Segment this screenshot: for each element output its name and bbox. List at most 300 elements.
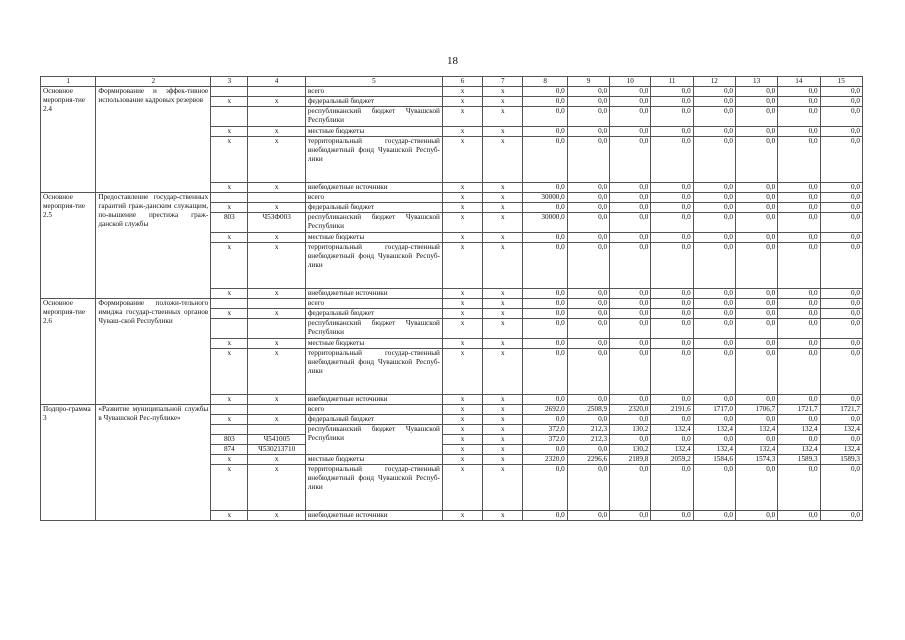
cell-value: 0,0 bbox=[820, 137, 862, 183]
table-body bbox=[41, 87, 863, 521]
cell-value: 0,0 bbox=[820, 511, 862, 521]
cell-value: 0,0 bbox=[523, 445, 567, 455]
cell-value: 132,4 bbox=[693, 425, 735, 435]
cell-grbs-code: x bbox=[211, 465, 248, 511]
cell-value: 132,4 bbox=[778, 425, 820, 435]
cell-value: 0,0 bbox=[693, 233, 735, 243]
cell-value: 0,0 bbox=[610, 137, 651, 183]
column-number-header: 3 bbox=[211, 77, 248, 87]
column-number-header: 13 bbox=[735, 77, 777, 87]
cell-value: 0,0 bbox=[610, 465, 651, 511]
cell-grbs-code bbox=[211, 425, 248, 435]
cell-gp-code: x bbox=[442, 97, 482, 107]
cell-value: 0,0 bbox=[610, 299, 651, 309]
cell-value: 0,0 bbox=[610, 289, 651, 299]
cell-status: Подпро-грамма 3 bbox=[41, 405, 96, 521]
cell-value: 0,0 bbox=[523, 339, 567, 349]
cell-value: 0,0 bbox=[778, 193, 820, 203]
cell-value: 0,0 bbox=[651, 137, 693, 183]
cell-gp-code: x bbox=[442, 415, 482, 425]
cell-value: 0,0 bbox=[820, 319, 862, 339]
cell-target-code: x bbox=[483, 349, 523, 395]
cell-csr-code bbox=[248, 87, 305, 97]
cell-target-code: x bbox=[483, 97, 523, 107]
cell-funding-source: республиканский бюджет Чувашской Республики bbox=[305, 425, 442, 455]
cell-gp-code: x bbox=[442, 349, 482, 395]
cell-value: 0,0 bbox=[820, 395, 862, 405]
cell-value: 2692,0 bbox=[523, 405, 567, 415]
cell-value: 0,0 bbox=[567, 193, 609, 203]
cell-value: 0,0 bbox=[820, 349, 862, 395]
cell-value: 0,0 bbox=[778, 395, 820, 405]
cell-value: 372,0 bbox=[523, 435, 567, 445]
cell-value: 0,0 bbox=[820, 339, 862, 349]
cell-value: 1584,6 bbox=[693, 455, 735, 465]
cell-gp-code: x bbox=[442, 465, 482, 511]
cell-value: 0,0 bbox=[735, 435, 777, 445]
cell-target-code: x bbox=[483, 319, 523, 339]
column-number-header: 12 bbox=[693, 77, 735, 87]
cell-value: 0,0 bbox=[735, 309, 777, 319]
cell-value: 0,0 bbox=[778, 309, 820, 319]
cell-value: 0,0 bbox=[693, 97, 735, 107]
cell-value: 0,0 bbox=[567, 107, 609, 127]
cell-value: 0,0 bbox=[610, 435, 651, 445]
cell-value: 0,0 bbox=[567, 319, 609, 339]
cell-value: 0,0 bbox=[523, 107, 567, 127]
cell-value: 1717,0 bbox=[693, 405, 735, 415]
cell-value: 0,0 bbox=[735, 213, 777, 233]
cell-value: 0,0 bbox=[567, 233, 609, 243]
cell-value: 0,0 bbox=[778, 183, 820, 193]
cell-gp-code: x bbox=[442, 213, 482, 233]
cell-funding-source: всего bbox=[305, 299, 442, 309]
cell-csr-code: x bbox=[248, 465, 305, 511]
cell-value: 0,0 bbox=[735, 243, 777, 289]
table-row bbox=[41, 193, 863, 203]
column-number-header: 11 bbox=[651, 77, 693, 87]
cell-gp-code: x bbox=[442, 309, 482, 319]
cell-grbs-code: 803 bbox=[211, 435, 248, 445]
cell-grbs-code bbox=[211, 319, 248, 339]
cell-value: 0,0 bbox=[778, 349, 820, 395]
cell-value: 0,0 bbox=[610, 203, 651, 213]
table-row bbox=[41, 405, 863, 415]
cell-value: 0,0 bbox=[778, 339, 820, 349]
cell-activity-name: Формирование положи-тельного имиджа государ-ственных органов Чуваш-ской Республики bbox=[96, 299, 211, 405]
cell-csr-code: x bbox=[248, 349, 305, 395]
cell-value: 0,0 bbox=[735, 349, 777, 395]
cell-csr-code bbox=[248, 193, 305, 203]
cell-value: 0,0 bbox=[820, 213, 862, 233]
cell-csr-code: x bbox=[248, 203, 305, 213]
cell-activity-name: Предоставление государ-ственных гарантий граж-данским служащим, по-вышение престижа граж-данской службы bbox=[96, 193, 211, 299]
cell-value: 0,0 bbox=[567, 127, 609, 137]
cell-value: 0,0 bbox=[651, 319, 693, 339]
cell-funding-source: местные бюджеты bbox=[305, 233, 442, 243]
cell-value: 0,0 bbox=[693, 203, 735, 213]
column-number-header: 2 bbox=[96, 77, 211, 87]
cell-value: 0,0 bbox=[651, 465, 693, 511]
cell-value: 0,0 bbox=[693, 137, 735, 183]
cell-value: 0,0 bbox=[610, 213, 651, 233]
cell-value: 132,4 bbox=[778, 445, 820, 455]
cell-value: 132,4 bbox=[651, 445, 693, 455]
cell-value: 0,0 bbox=[820, 203, 862, 213]
cell-value: 0,0 bbox=[778, 415, 820, 425]
cell-value: 0,0 bbox=[651, 511, 693, 521]
cell-grbs-code: x bbox=[211, 395, 248, 405]
cell-value: 0,0 bbox=[651, 349, 693, 395]
cell-value: 0,0 bbox=[693, 511, 735, 521]
cell-status: Основное мероприя-тие 2.5 bbox=[41, 193, 96, 299]
cell-csr-code: x bbox=[248, 97, 305, 107]
column-number-row bbox=[41, 77, 863, 87]
cell-value: 0,0 bbox=[610, 233, 651, 243]
cell-target-code: x bbox=[483, 395, 523, 405]
cell-value: 0,0 bbox=[651, 309, 693, 319]
cell-value: 2508,9 bbox=[567, 405, 609, 415]
cell-target-code: x bbox=[483, 405, 523, 415]
column-number-header: 4 bbox=[248, 77, 305, 87]
cell-value: 0,0 bbox=[820, 309, 862, 319]
cell-value: 30000,0 bbox=[523, 193, 567, 203]
cell-grbs-code: x bbox=[211, 233, 248, 243]
cell-value: 0,0 bbox=[735, 289, 777, 299]
cell-target-code: x bbox=[483, 203, 523, 213]
cell-value: 0,0 bbox=[735, 465, 777, 511]
cell-value: 0,0 bbox=[523, 309, 567, 319]
cell-value: 132,4 bbox=[735, 425, 777, 435]
cell-value: 0,0 bbox=[693, 299, 735, 309]
cell-value: 0,0 bbox=[820, 107, 862, 127]
cell-value: 0,0 bbox=[735, 233, 777, 243]
cell-csr-code: x bbox=[248, 243, 305, 289]
cell-value: 1721,7 bbox=[820, 405, 862, 415]
cell-value: 130,2 bbox=[610, 445, 651, 455]
cell-csr-code bbox=[248, 107, 305, 127]
cell-value: 0,0 bbox=[693, 415, 735, 425]
cell-target-code: x bbox=[483, 107, 523, 127]
column-number-header: 6 bbox=[442, 77, 482, 87]
cell-funding-source: территориальный государ-ственный внебюджетный фонд Чувашской Респуб-лики bbox=[305, 465, 442, 511]
cell-value: 0,0 bbox=[693, 243, 735, 289]
cell-value: 0,0 bbox=[735, 415, 777, 425]
cell-value: 0,0 bbox=[610, 309, 651, 319]
cell-csr-code: x bbox=[248, 309, 305, 319]
cell-activity-name: «Развитие муниципальной службы в Чувашской Рес-публике» bbox=[96, 405, 211, 521]
cell-funding-source: внебюджетные источники bbox=[305, 395, 442, 405]
cell-csr-code: x bbox=[248, 511, 305, 521]
cell-csr-code: x bbox=[248, 455, 305, 465]
cell-value: 0,0 bbox=[523, 183, 567, 193]
cell-status: Основное мероприя-тие 2.6 bbox=[41, 299, 96, 405]
cell-value: 0,0 bbox=[778, 465, 820, 511]
cell-gp-code: x bbox=[442, 233, 482, 243]
cell-funding-source: республиканский бюджет Чувашской Республики bbox=[305, 213, 442, 233]
cell-value: 0,0 bbox=[567, 299, 609, 309]
funding-table bbox=[40, 76, 863, 521]
cell-target-code: x bbox=[483, 213, 523, 233]
cell-csr-code bbox=[248, 319, 305, 339]
cell-value: 0,0 bbox=[651, 127, 693, 137]
cell-gp-code: x bbox=[442, 319, 482, 339]
column-number-header: 5 bbox=[305, 77, 442, 87]
column-number-header: 1 bbox=[41, 77, 96, 87]
cell-value: 0,0 bbox=[651, 339, 693, 349]
cell-value: 0,0 bbox=[567, 203, 609, 213]
cell-value: 0,0 bbox=[820, 435, 862, 445]
cell-target-code: x bbox=[483, 339, 523, 349]
cell-grbs-code: x bbox=[211, 137, 248, 183]
cell-csr-code: x bbox=[248, 415, 305, 425]
cell-value: 0,0 bbox=[778, 107, 820, 127]
cell-grbs-code bbox=[211, 107, 248, 127]
cell-grbs-code: x bbox=[211, 97, 248, 107]
cell-gp-code: x bbox=[442, 405, 482, 415]
cell-value: 0,0 bbox=[651, 299, 693, 309]
cell-value: 0,0 bbox=[567, 395, 609, 405]
cell-funding-source: внебюджетные источники bbox=[305, 183, 442, 193]
cell-grbs-code: 803 bbox=[211, 213, 248, 233]
cell-value: 0,0 bbox=[820, 87, 862, 97]
cell-target-code: x bbox=[483, 87, 523, 97]
cell-value: 0,0 bbox=[610, 395, 651, 405]
cell-target-code: x bbox=[483, 137, 523, 183]
cell-value: 0,0 bbox=[523, 233, 567, 243]
cell-value: 0,0 bbox=[523, 127, 567, 137]
cell-value: 0,0 bbox=[651, 289, 693, 299]
cell-gp-code: x bbox=[442, 137, 482, 183]
cell-grbs-code: 874 bbox=[211, 445, 248, 455]
cell-value: 0,0 bbox=[820, 127, 862, 137]
cell-value: 0,0 bbox=[567, 339, 609, 349]
cell-value: 0,0 bbox=[820, 97, 862, 107]
cell-gp-code: x bbox=[442, 435, 482, 445]
cell-value: 0,0 bbox=[610, 87, 651, 97]
cell-value: 2191,6 bbox=[651, 405, 693, 415]
cell-value: 0,0 bbox=[735, 203, 777, 213]
cell-value: 2320,0 bbox=[523, 455, 567, 465]
cell-gp-code: x bbox=[442, 339, 482, 349]
cell-value: 0,0 bbox=[778, 233, 820, 243]
cell-value: 0,0 bbox=[651, 193, 693, 203]
cell-value: 0,0 bbox=[523, 87, 567, 97]
cell-value: 0,0 bbox=[567, 349, 609, 395]
cell-value: 0,0 bbox=[778, 127, 820, 137]
cell-gp-code: x bbox=[442, 107, 482, 127]
cell-grbs-code: x bbox=[211, 339, 248, 349]
cell-value: 0,0 bbox=[735, 137, 777, 183]
cell-value: 0,0 bbox=[735, 299, 777, 309]
cell-value: 0,0 bbox=[735, 127, 777, 137]
cell-value: 0,0 bbox=[567, 183, 609, 193]
cell-value: 0,0 bbox=[610, 243, 651, 289]
column-number-header: 10 bbox=[610, 77, 651, 87]
cell-csr-code: Ч53Ф003 bbox=[248, 213, 305, 233]
cell-value: 0,0 bbox=[778, 289, 820, 299]
cell-value: 132,4 bbox=[693, 445, 735, 455]
cell-funding-source: всего bbox=[305, 405, 442, 415]
cell-grbs-code: x bbox=[211, 309, 248, 319]
cell-grbs-code: x bbox=[211, 203, 248, 213]
cell-value: 0,0 bbox=[610, 183, 651, 193]
cell-gp-code: x bbox=[442, 299, 482, 309]
cell-value: 372,0 bbox=[523, 425, 567, 435]
cell-value: 0,0 bbox=[651, 87, 693, 97]
column-number-header: 9 bbox=[567, 77, 609, 87]
cell-value: 0,0 bbox=[693, 349, 735, 395]
cell-value: 0,0 bbox=[523, 289, 567, 299]
cell-value: 0,0 bbox=[567, 511, 609, 521]
cell-value: 0,0 bbox=[693, 309, 735, 319]
cell-value: 0,0 bbox=[567, 445, 609, 455]
cell-grbs-code: x bbox=[211, 243, 248, 289]
cell-gp-code: x bbox=[442, 203, 482, 213]
cell-value: 0,0 bbox=[651, 107, 693, 127]
cell-value: 132,4 bbox=[735, 445, 777, 455]
cell-value: 0,0 bbox=[523, 465, 567, 511]
cell-gp-code: x bbox=[442, 395, 482, 405]
cell-value: 2296,6 bbox=[567, 455, 609, 465]
cell-activity-name: Формирование и эффек-тивное использование кадровых резервов bbox=[96, 87, 211, 193]
cell-value: 0,0 bbox=[735, 87, 777, 97]
cell-value: 0,0 bbox=[567, 137, 609, 183]
cell-value: 1574,3 bbox=[735, 455, 777, 465]
page-number: 18 bbox=[447, 55, 458, 67]
cell-csr-code: x bbox=[248, 127, 305, 137]
cell-gp-code: x bbox=[442, 183, 482, 193]
cell-value: 0,0 bbox=[735, 193, 777, 203]
cell-funding-source: территориальный государ-ственный внебюджетный фонд Чувашской Респуб-лики bbox=[305, 137, 442, 183]
cell-gp-code: x bbox=[442, 425, 482, 435]
cell-value: 0,0 bbox=[523, 395, 567, 405]
cell-value: 0,0 bbox=[820, 183, 862, 193]
cell-value: 132,4 bbox=[820, 425, 862, 435]
cell-value: 0,0 bbox=[735, 183, 777, 193]
cell-value: 0,0 bbox=[523, 299, 567, 309]
cell-value: 0,0 bbox=[778, 299, 820, 309]
cell-csr-code: Ч541005 bbox=[248, 435, 305, 445]
cell-value: 2189,8 bbox=[610, 455, 651, 465]
cell-value: 0,0 bbox=[693, 395, 735, 405]
cell-grbs-code: x bbox=[211, 455, 248, 465]
cell-funding-source: республиканский бюджет Чувашской Республики bbox=[305, 319, 442, 339]
cell-target-code: x bbox=[483, 309, 523, 319]
cell-value: 0,0 bbox=[693, 465, 735, 511]
cell-csr-code: x bbox=[248, 183, 305, 193]
cell-value: 212,3 bbox=[567, 425, 609, 435]
cell-value: 0,0 bbox=[651, 395, 693, 405]
cell-value: 0,0 bbox=[778, 435, 820, 445]
cell-funding-source: федеральный бюджет bbox=[305, 309, 442, 319]
cell-value: 0,0 bbox=[523, 349, 567, 395]
cell-target-code: x bbox=[483, 465, 523, 511]
cell-grbs-code: x bbox=[211, 511, 248, 521]
cell-value: 0,0 bbox=[820, 299, 862, 309]
cell-value: 0,0 bbox=[820, 233, 862, 243]
cell-value: 0,0 bbox=[567, 309, 609, 319]
cell-value: 0,0 bbox=[567, 213, 609, 233]
cell-target-code: x bbox=[483, 233, 523, 243]
cell-grbs-code bbox=[211, 299, 248, 309]
cell-value: 0,0 bbox=[610, 349, 651, 395]
cell-funding-source: всего bbox=[305, 87, 442, 97]
column-number-header: 7 bbox=[483, 77, 523, 87]
cell-csr-code: x bbox=[248, 395, 305, 405]
cell-gp-code: x bbox=[442, 445, 482, 455]
cell-gp-code: x bbox=[442, 243, 482, 289]
cell-funding-source: всего bbox=[305, 193, 442, 203]
cell-value: 0,0 bbox=[523, 319, 567, 339]
cell-value: 30000,0 bbox=[523, 213, 567, 233]
cell-value: 0,0 bbox=[693, 213, 735, 233]
cell-gp-code: x bbox=[442, 511, 482, 521]
cell-value: 0,0 bbox=[778, 97, 820, 107]
cell-funding-source: внебюджетные источники bbox=[305, 511, 442, 521]
cell-funding-source: территориальный государ-ственный внебюджетный фонд Чувашской Респуб-лики bbox=[305, 349, 442, 395]
cell-grbs-code: x bbox=[211, 349, 248, 395]
cell-value: 0,0 bbox=[778, 511, 820, 521]
cell-grbs-code: x bbox=[211, 415, 248, 425]
cell-target-code: x bbox=[483, 183, 523, 193]
cell-value: 0,0 bbox=[735, 339, 777, 349]
cell-value: 0,0 bbox=[523, 243, 567, 289]
cell-gp-code: x bbox=[442, 289, 482, 299]
table-row bbox=[41, 87, 863, 97]
cell-funding-source: территориальный государ-ственный внебюджетный фонд Чувашской Респуб-лики bbox=[305, 243, 442, 289]
cell-grbs-code: x bbox=[211, 289, 248, 299]
cell-value: 0,0 bbox=[610, 97, 651, 107]
cell-value: 1589,3 bbox=[778, 455, 820, 465]
table-row bbox=[41, 299, 863, 309]
cell-grbs-code bbox=[211, 405, 248, 415]
cell-value: 0,0 bbox=[610, 415, 651, 425]
cell-value: 132,4 bbox=[820, 445, 862, 455]
cell-target-code: x bbox=[483, 435, 523, 445]
cell-value: 0,0 bbox=[693, 183, 735, 193]
cell-csr-code: x bbox=[248, 339, 305, 349]
cell-value: 0,0 bbox=[693, 87, 735, 97]
cell-grbs-code: x bbox=[211, 183, 248, 193]
cell-csr-code bbox=[248, 405, 305, 415]
cell-funding-source: республиканский бюджет Чувашской Республики bbox=[305, 107, 442, 127]
cell-value: 0,0 bbox=[523, 137, 567, 183]
cell-value: 0,0 bbox=[567, 87, 609, 97]
cell-value: 0,0 bbox=[567, 97, 609, 107]
cell-value: 0,0 bbox=[778, 203, 820, 213]
cell-value: 0,0 bbox=[778, 137, 820, 183]
cell-funding-source: федеральный бюджет bbox=[305, 97, 442, 107]
cell-value: 2320,0 bbox=[610, 405, 651, 415]
cell-value: 0,0 bbox=[778, 213, 820, 233]
cell-target-code: x bbox=[483, 455, 523, 465]
cell-value: 0,0 bbox=[693, 107, 735, 127]
cell-value: 0,0 bbox=[523, 97, 567, 107]
cell-funding-source: федеральный бюджет bbox=[305, 415, 442, 425]
column-number-header: 8 bbox=[523, 77, 567, 87]
cell-value: 0,0 bbox=[651, 183, 693, 193]
cell-value: 0,0 bbox=[610, 319, 651, 339]
cell-target-code: x bbox=[483, 425, 523, 435]
cell-csr-code: Ч530213710 bbox=[248, 445, 305, 455]
cell-grbs-code bbox=[211, 193, 248, 203]
cell-value: 1721,7 bbox=[778, 405, 820, 415]
cell-funding-source: внебюджетные источники bbox=[305, 289, 442, 299]
cell-csr-code: x bbox=[248, 137, 305, 183]
cell-value: 0,0 bbox=[567, 465, 609, 511]
cell-target-code: x bbox=[483, 415, 523, 425]
